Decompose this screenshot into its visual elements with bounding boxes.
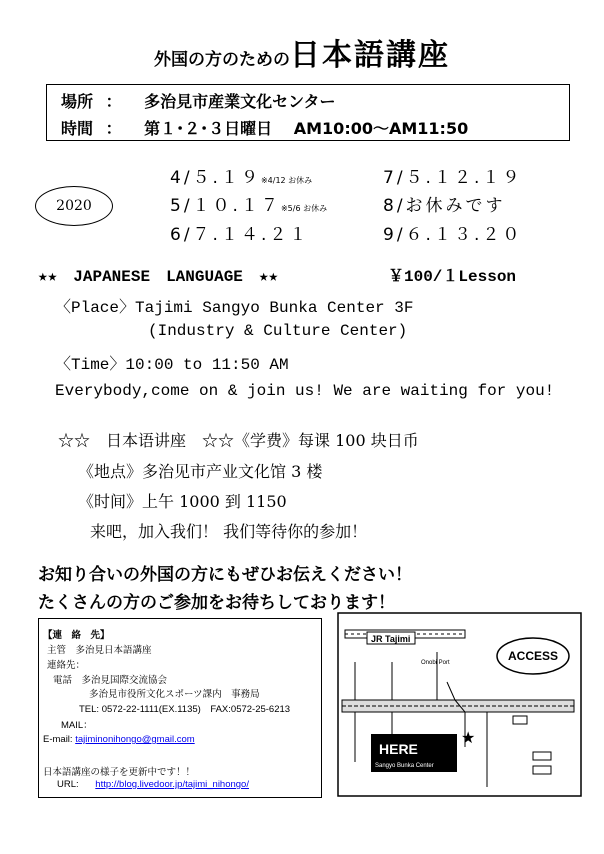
landmark-label: Onobi Port: [421, 660, 450, 666]
schedule-left-2: 5/１０.１７※5/6 お休み: [170, 196, 328, 216]
japanese-message-1: お知り合いの外国の方にもぜひお伝えください！: [38, 565, 412, 585]
star-marker-icon: ★: [461, 728, 476, 747]
contact-organizer: 主管 多治見日本語講座: [47, 645, 152, 656]
schedule-left-1: 4/５.１９※4/12 お休み: [170, 168, 313, 188]
time-row: [61, 116, 468, 139]
place-row: [61, 89, 336, 112]
url-row: [57, 779, 249, 790]
url-label: URL:: [57, 779, 79, 790]
access-map: [337, 612, 582, 797]
chinese-time: 《时间》上午 1000 到 1150: [78, 492, 287, 511]
contact-label: 連絡先：: [47, 660, 86, 671]
place-value: 多治見市産業文化センター: [144, 92, 336, 111]
email-label: E-mail:: [43, 734, 73, 745]
here-label: HERE: [379, 741, 418, 757]
page-title: [0, 30, 604, 74]
title-prefix: 外国の方のための: [154, 50, 290, 70]
english-heading: ★★ JAPANESE LANGUAGE ★★: [38, 268, 279, 286]
english-place-sub: (Industry & Culture Center): [148, 322, 408, 340]
time-label: 時間: [61, 119, 94, 138]
schedule-left-3: 6/７.１４.２１: [170, 225, 310, 245]
email-link[interactable]: tajiminonihongo@gmail.com: [75, 734, 195, 745]
schedule-note: ※4/12 お休み: [260, 176, 313, 185]
blog-note: 日本語講座の様子を更新中です！！: [43, 767, 196, 778]
schedule-right-2: 8/お休みです: [383, 196, 506, 216]
time-value: 第１･２･３日曜日 AM10:00～AM11:50: [144, 119, 469, 138]
schedule-right-1: 7/５.１２.１９: [383, 168, 523, 188]
title-main: 日本語講座: [290, 38, 450, 73]
time-colon: ：: [105, 119, 122, 138]
email-row: [43, 734, 195, 745]
contact-tel-fax: TEL: 0572-22-1111(EX.1135) FAX:0572-25-6213: [79, 704, 291, 715]
japanese-message-2: たくさんの方のご参加をお待ちしております！: [38, 593, 395, 613]
english-fee: ￥100/１Lesson: [388, 268, 517, 286]
chinese-place: 《地点》多治见市产业文化馆 3 楼: [78, 462, 323, 481]
english-time: 〈Time〉10:00 to 11:50 AM: [55, 356, 289, 374]
center-label: Sangyo Bunka Center: [375, 763, 434, 769]
schedule-note: ※5/6 お休み: [280, 204, 328, 213]
contact-phone-org: 電話 多治見国際交流協会: [53, 675, 168, 686]
contact-box: [38, 618, 322, 798]
contact-heading: 【連 絡 先】: [43, 630, 110, 641]
year-badge: 2020: [35, 186, 113, 226]
access-label: ACCESS: [508, 649, 559, 663]
contact-mail-label: MAIL：: [61, 720, 93, 731]
english-invite: Everybody,come on & join us! We are waiting for you!: [55, 382, 555, 400]
place-colon: ：: [105, 92, 122, 111]
chinese-invite: 来吧，加入我们！ 我们等待你的参加！: [90, 522, 368, 541]
station-label: JR Tajimi: [371, 634, 411, 644]
place-label: 場所: [61, 92, 94, 111]
english-place: 〈Place〉Tajimi Sangyo Bunka Center 3F: [55, 299, 414, 317]
schedule-right-3: 9/６.１３.２０: [383, 225, 523, 245]
info-box: [46, 84, 570, 141]
chinese-heading: ☆☆ 日本语讲座 ☆☆《学费》每课 100 块日币: [58, 431, 419, 450]
contact-office: 多治見市役所文化スポーツ課内 事務局: [89, 689, 260, 700]
blog-link[interactable]: http://blog.livedoor.jp/tajimi_nihongo/: [95, 779, 249, 790]
